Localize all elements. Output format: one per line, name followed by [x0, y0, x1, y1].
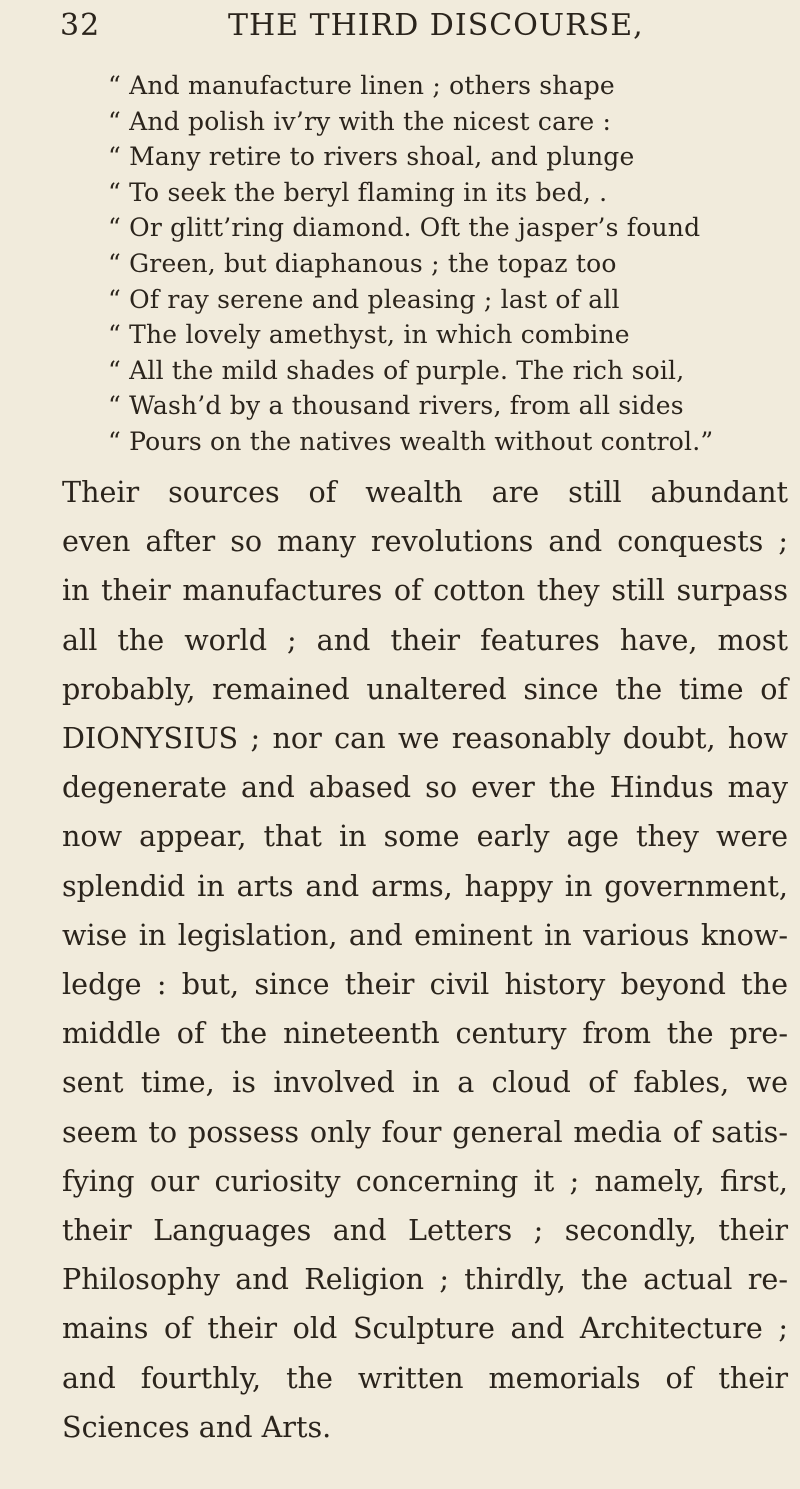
verse-line: “ Pours on the natives wealth without control.”: [108, 426, 714, 456]
verse-line: “ Many retire to rivers shoal, and plunge: [108, 142, 635, 172]
prose-line: Sciences and Arts.: [62, 1409, 332, 1444]
verse-line: “ Green, but diaphanous ; the topaz too: [108, 248, 617, 278]
page-number: 32: [60, 8, 101, 43]
prose-line: sent time, is involved in a cloud of fables, we: [62, 1065, 788, 1100]
prose-line: splendid in arts and arms, happy in government,: [62, 868, 788, 903]
prose-line: Philosophy and Religion ; thirdly, the actual re-: [62, 1262, 788, 1297]
prose-line: in their manufactures of cotton they still surpass: [62, 573, 788, 608]
prose-line: and fourthly, the written memorials of their: [62, 1360, 788, 1395]
prose-line: ledge : but, since their civil history beyond the: [62, 967, 788, 1002]
prose-line: mains of their old Sculpture and Architecture ;: [62, 1311, 788, 1346]
prose-line: middle of the nineteenth century from the pre-: [62, 1016, 788, 1051]
prose-line: their Languages and Letters ; secondly, their: [62, 1213, 788, 1248]
running-head: THE THIRD DISCOURSE,: [228, 8, 644, 43]
prose-line: Their sources of wealth are still abundant: [62, 475, 788, 509]
prose-line: DIONYSIUS ; nor can we reasonably doubt, how: [62, 721, 788, 756]
prose-line: degenerate and abased so ever the Hindus may: [62, 770, 788, 805]
verse-quotation: [108, 68, 788, 460]
prose-line: wise in legislation, and eminent in various know-: [62, 917, 788, 952]
verse-line: “ Or glitt’ring diamond. Oft the jasper’s found: [108, 213, 701, 243]
prose-line: probably, remained unaltered since the time of: [62, 671, 788, 706]
prose-line: even after so many revolutions and conquests ;: [62, 524, 788, 559]
verse-line: “ And polish iv’ry with the nicest care :: [108, 106, 612, 136]
page-header: [60, 8, 760, 50]
prose-line: seem to possess only four general media of satis-: [62, 1114, 788, 1149]
prose-paragraph: [62, 468, 788, 1452]
verse-line: “ Wash’d by a thousand rivers, from all sides: [108, 391, 684, 421]
prose-line: all the world ; and their features have, most: [62, 622, 788, 657]
verse-line: “ Of ray serene and pleasing ; last of all: [108, 284, 620, 314]
prose-line: fying our curiosity concerning it ; namely, first,: [62, 1163, 788, 1198]
verse-line: “ All the mild shades of purple. The rich soil,: [108, 355, 685, 385]
prose-line: now appear, that in some early age they were: [62, 819, 788, 854]
verse-line: “ To seek the beryl flaming in its bed, .: [108, 177, 608, 207]
verse-line: “ And manufacture linen ; others shape: [108, 71, 615, 100]
verse-line: “ The lovely amethyst, in which combine: [108, 320, 630, 350]
